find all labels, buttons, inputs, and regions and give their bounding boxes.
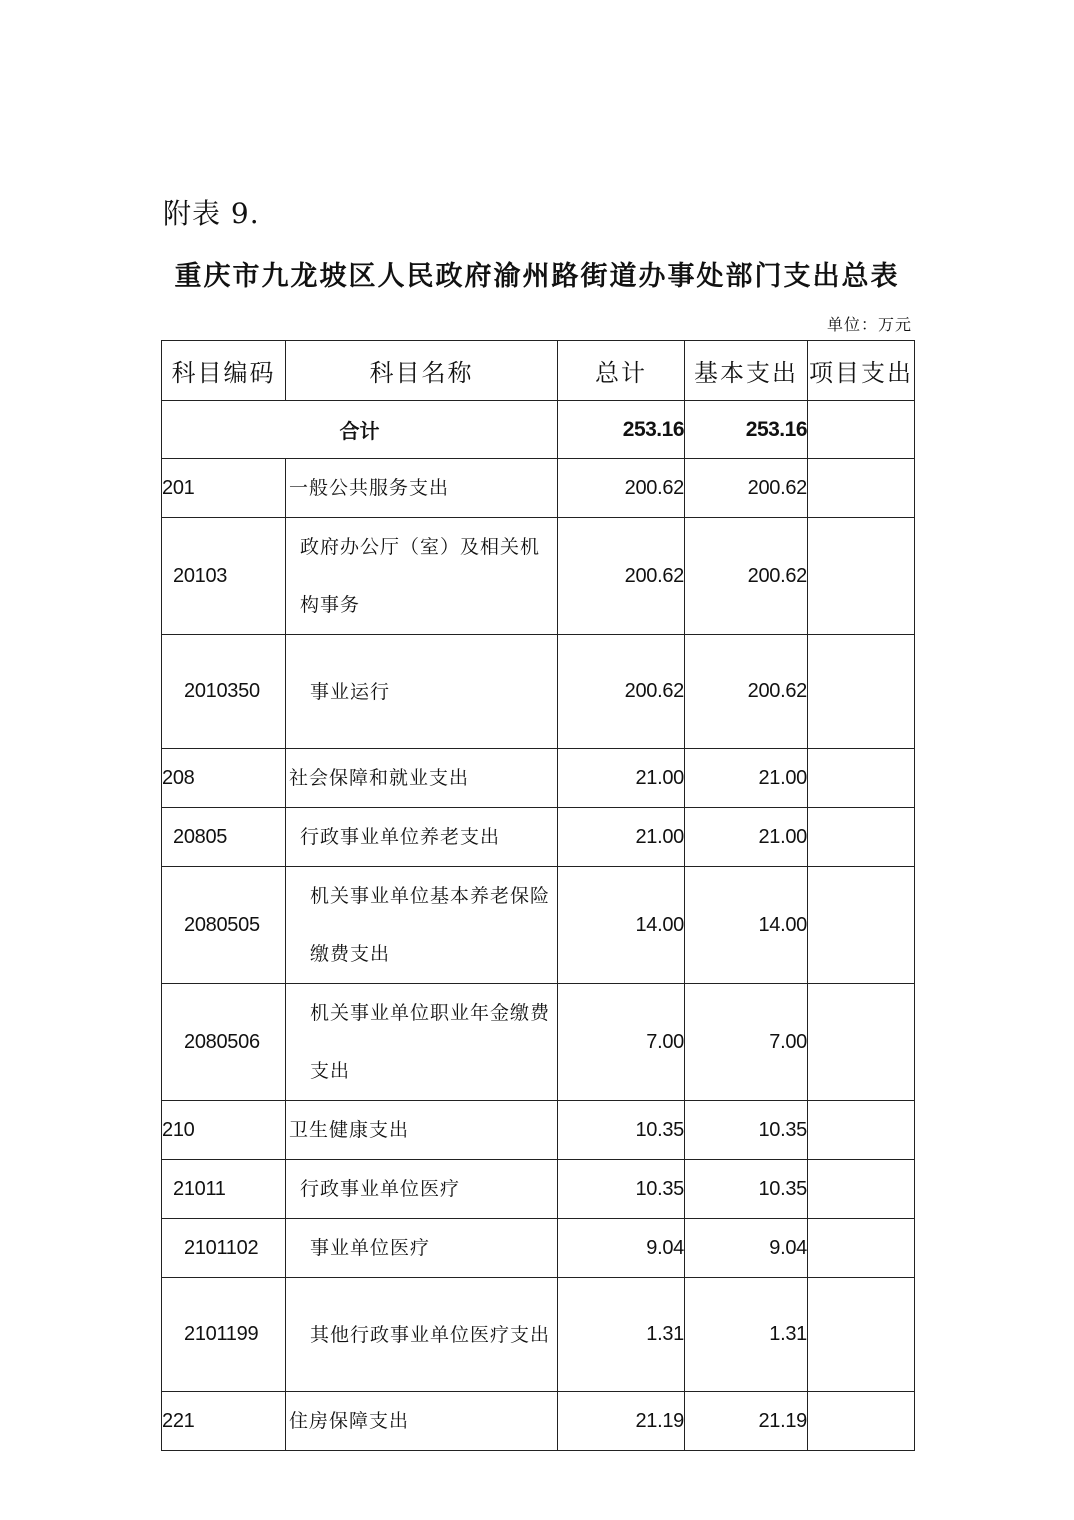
expenditure-table: [161, 340, 915, 1451]
table-row: [162, 459, 915, 518]
subject-code: 20805: [162, 808, 286, 867]
subject-code: 20103: [162, 518, 286, 635]
amount-total: 10.35: [558, 1101, 685, 1160]
subject-name: 其他行政事业单位医疗支出: [310, 1323, 551, 1346]
subject-name: 一般公共服务支出: [289, 477, 450, 499]
amount-total: 14.00: [558, 867, 685, 984]
table-row: [162, 635, 915, 749]
total-total: 253.16: [558, 401, 685, 459]
amount-project: [808, 808, 915, 867]
subject-code: 2010350: [162, 635, 286, 749]
subject-code: 201: [162, 459, 286, 518]
subject-code: 221: [162, 1392, 286, 1451]
subject-name-cell: [286, 518, 558, 635]
appendix-label: 附表 9.: [163, 197, 260, 230]
amount-project: [808, 459, 915, 518]
total-label: 合计: [162, 401, 558, 459]
subject-name: 政府办公厅（室）及相关机构事务: [300, 536, 541, 616]
unit-label: 单位：万元: [826, 315, 912, 334]
amount-project: [808, 635, 915, 749]
amount-project: [808, 1219, 915, 1278]
amount-total: 10.35: [558, 1160, 685, 1219]
subject-name: 行政事业单位医疗: [300, 1178, 461, 1200]
header-basic: 基本支出: [685, 341, 808, 401]
total-row: [162, 401, 915, 459]
subject-name-cell: [286, 635, 558, 749]
subject-name-cell: [286, 1101, 558, 1160]
subject-name: 卫生健康支出: [289, 1119, 410, 1141]
subject-name: 社会保障和就业支出: [289, 767, 470, 789]
subject-code: 2101102: [162, 1219, 286, 1278]
amount-basic: 10.35: [685, 1101, 808, 1160]
table-row: [162, 1160, 915, 1219]
amount-project: [808, 518, 915, 635]
amount-basic: 200.62: [685, 459, 808, 518]
document-title: 重庆市九龙坡区人民政府渝州路街道办事处部门支出总表: [174, 261, 900, 292]
amount-project: [808, 1160, 915, 1219]
table-row: [162, 1219, 915, 1278]
header-total: 总计: [558, 341, 685, 401]
subject-code: 210: [162, 1101, 286, 1160]
subject-name-cell: [286, 808, 558, 867]
subject-name-cell: [286, 984, 558, 1101]
subject-name-cell: [286, 1278, 558, 1392]
amount-basic: 200.62: [685, 518, 808, 635]
amount-total: 21.00: [558, 808, 685, 867]
subject-code: 21011: [162, 1160, 286, 1219]
subject-code: 2101199: [162, 1278, 286, 1392]
amount-total: 21.19: [558, 1392, 685, 1451]
amount-basic: 7.00: [685, 984, 808, 1101]
amount-total: 21.00: [558, 749, 685, 808]
table-row: [162, 749, 915, 808]
subject-name: 事业单位医疗: [310, 1237, 431, 1259]
table-row: [162, 808, 915, 867]
amount-basic: 21.00: [685, 808, 808, 867]
amount-basic: 14.00: [685, 867, 808, 984]
amount-total: 7.00: [558, 984, 685, 1101]
table-row: [162, 518, 915, 635]
table-row: [162, 1278, 915, 1392]
subject-code: 208: [162, 749, 286, 808]
header-name: 科目名称: [286, 341, 558, 401]
total-project: [808, 401, 915, 459]
subject-name-cell: [286, 459, 558, 518]
subject-code: 2080505: [162, 867, 286, 984]
amount-basic: 10.35: [685, 1160, 808, 1219]
amount-project: [808, 1392, 915, 1451]
table-row: [162, 1101, 915, 1160]
subject-name: 机关事业单位基本养老保险缴费支出: [310, 885, 551, 965]
amount-project: [808, 749, 915, 808]
subject-name-cell: [286, 749, 558, 808]
subject-name-cell: [286, 1219, 558, 1278]
amount-basic: 21.00: [685, 749, 808, 808]
table-row: [162, 984, 915, 1101]
table-row: [162, 867, 915, 984]
table-row: [162, 1392, 915, 1451]
amount-total: 200.62: [558, 635, 685, 749]
amount-basic: 1.31: [685, 1278, 808, 1392]
subject-name: 机关事业单位职业年金缴费支出: [310, 1002, 551, 1082]
amount-total: 9.04: [558, 1219, 685, 1278]
amount-project: [808, 984, 915, 1101]
subject-name: 事业运行: [310, 680, 391, 703]
header-code: 科目编码: [162, 341, 286, 401]
subject-name-cell: [286, 1392, 558, 1451]
amount-project: [808, 1278, 915, 1392]
amount-basic: 200.62: [685, 635, 808, 749]
header-row: [162, 341, 915, 401]
subject-name: 行政事业单位养老支出: [300, 826, 501, 848]
amount-total: 1.31: [558, 1278, 685, 1392]
amount-basic: 9.04: [685, 1219, 808, 1278]
subject-name: 住房保障支出: [289, 1410, 410, 1432]
subject-code: 2080506: [162, 984, 286, 1101]
subject-name-cell: [286, 867, 558, 984]
subject-name-cell: [286, 1160, 558, 1219]
amount-total: 200.62: [558, 459, 685, 518]
amount-project: [808, 867, 915, 984]
total-basic: 253.16: [685, 401, 808, 459]
header-project: 项目支出: [808, 341, 915, 401]
amount-project: [808, 1101, 915, 1160]
amount-total: 200.62: [558, 518, 685, 635]
amount-basic: 21.19: [685, 1392, 808, 1451]
